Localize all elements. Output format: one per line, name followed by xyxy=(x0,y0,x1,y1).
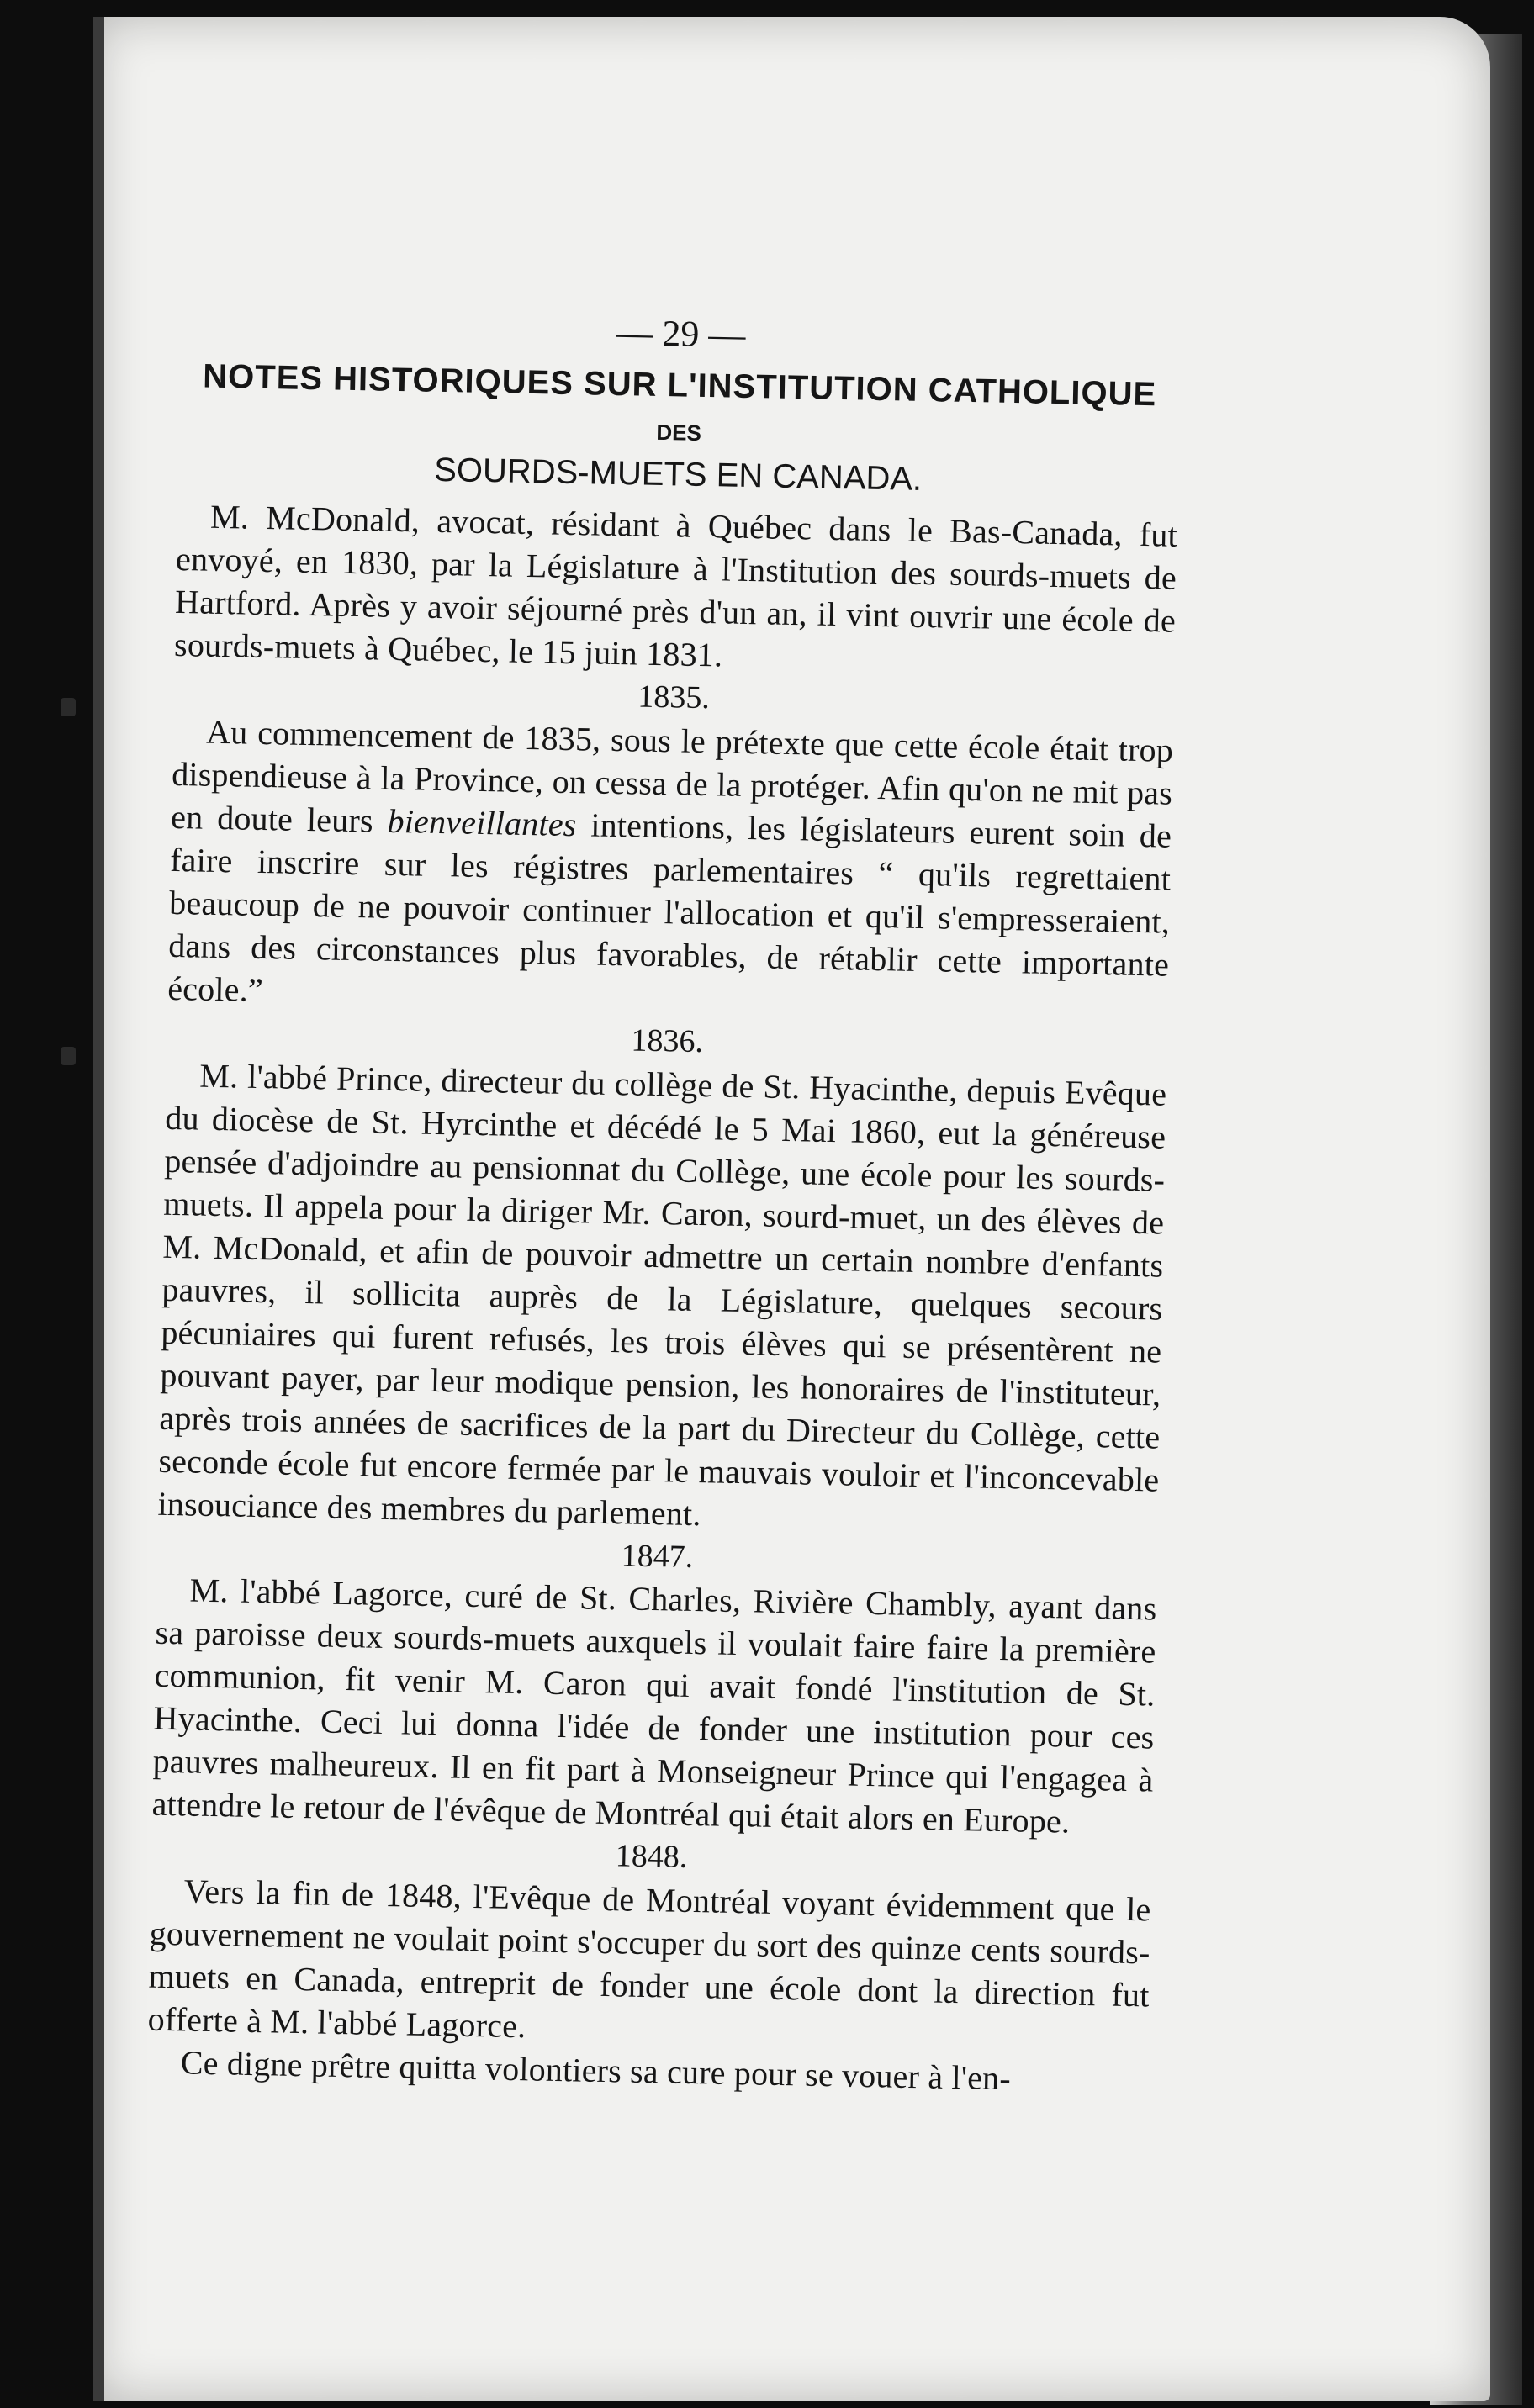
year-heading-1847: 1847. xyxy=(621,1537,694,1575)
year-heading-1848: 1848. xyxy=(615,1838,688,1876)
paragraph-1847: M. l'abbé Lagorce, curé de St. Charles, Rivière Chambly, ayant dans sa paroisse deux sourds-muets auxquels il voulait faire faire la première communion, fit venir M. Caron qui avait fondé l'institution de St. Hyacinthe. Ceci lui donna l'idée de fonder une institution pour ces pauvres malheureux. Il en fit part à Monseigneur Prince qui l'engagea à attendre le retour de l'évêque de Montréal qui était alors en Europe. xyxy=(151,1571,1157,1841)
paragraph-1835-italic: bienveillantes xyxy=(387,801,577,843)
page-title: NOTES HISTORIQUES SUR L'INSTITUTION CATHOLIQUE xyxy=(202,357,1157,414)
page-text-block xyxy=(146,303,1181,2103)
binding-clip-mark xyxy=(61,1047,76,1065)
year-heading-1836: 1836. xyxy=(631,1022,704,1059)
paragraph-continuation: Ce digne prêtre quitta volontiers sa cure pour se vouer à l'en- xyxy=(180,2043,1012,2098)
paragraph-intro: M. McDonald, avocat, résidant à Québec dans le Bas-Canada, fut envoyé, en 1830, par la Législature à l'Institution des sourds-muets de Hartford. Après y avoir séjourné près d'un an, il vint ouvrir une école de sourds-muets à Québec, le 15 juin 1831. xyxy=(173,497,1178,674)
page-number: — 29 — xyxy=(615,311,746,356)
paragraph-1836: M. l'abbé Prince, directeur du collège de St. Hyacinthe, depuis Evêque du diocèse de St. Hyrcinthe et décédé le 5 Mai 1860, eut la généreuse pensée d'adjoindre au pensionnat du Collège, une école pour les sourds-muets. Il appela pour la diriger Mr. Caron, sourd-muet, un des élèves de M. McDonald, et afin de pouvoir admettre un certain nombre d'enfants pauvres, il sollicita auprès de la Législature, quelques secours pécuniaires qui furent refusés, les trois élèves qui se présentèrent ne pouvant payer, par leur modique pension, les honoraires de l'instituteur, après trois années de sacrifices de la part du Directeur du Collège, cette seconde école fut encore fermée par le mauvais vouloir et l'inconcevable insouciance des membres du parlement. xyxy=(157,1056,1167,1533)
paragraph-1835-part1: Au commencement de 1835, sous le prétexte que cette école était trop dispendieuse à la Province, on cessa de la protéger. Afin qu'on ne mit pas en doute leurs xyxy=(170,712,1174,840)
page-title-connector: DES xyxy=(656,419,702,446)
year-heading-1835: 1835. xyxy=(637,679,711,716)
paragraph-1848: Vers la fin de 1848, l'Evêque de Montréal voyant évidemment que le gouvernement ne voulait point s'occuper du sort des quinze cents sourds-muets en Canada, entreprit de fonder une école dont la direction fut offerte à M. l'abbé Lagorce. xyxy=(147,1872,1151,2046)
page-binding xyxy=(93,17,104,2401)
paragraph-1835-part2: intentions, les législateurs eurent soin de faire inscrire sur les régistres parlementaires “ qu'ils regrettaient beaucoup de ne pouvoir continuer l'allocation et qu'il s'empresseraient, dans des circonstances plus favorables, de rétablir cette importante école.” xyxy=(167,805,1172,1009)
page-subtitle: SOURDS-MUETS EN CANADA. xyxy=(433,451,923,498)
paragraph-1835 xyxy=(167,710,1174,1029)
binding-clip-mark xyxy=(61,698,76,716)
